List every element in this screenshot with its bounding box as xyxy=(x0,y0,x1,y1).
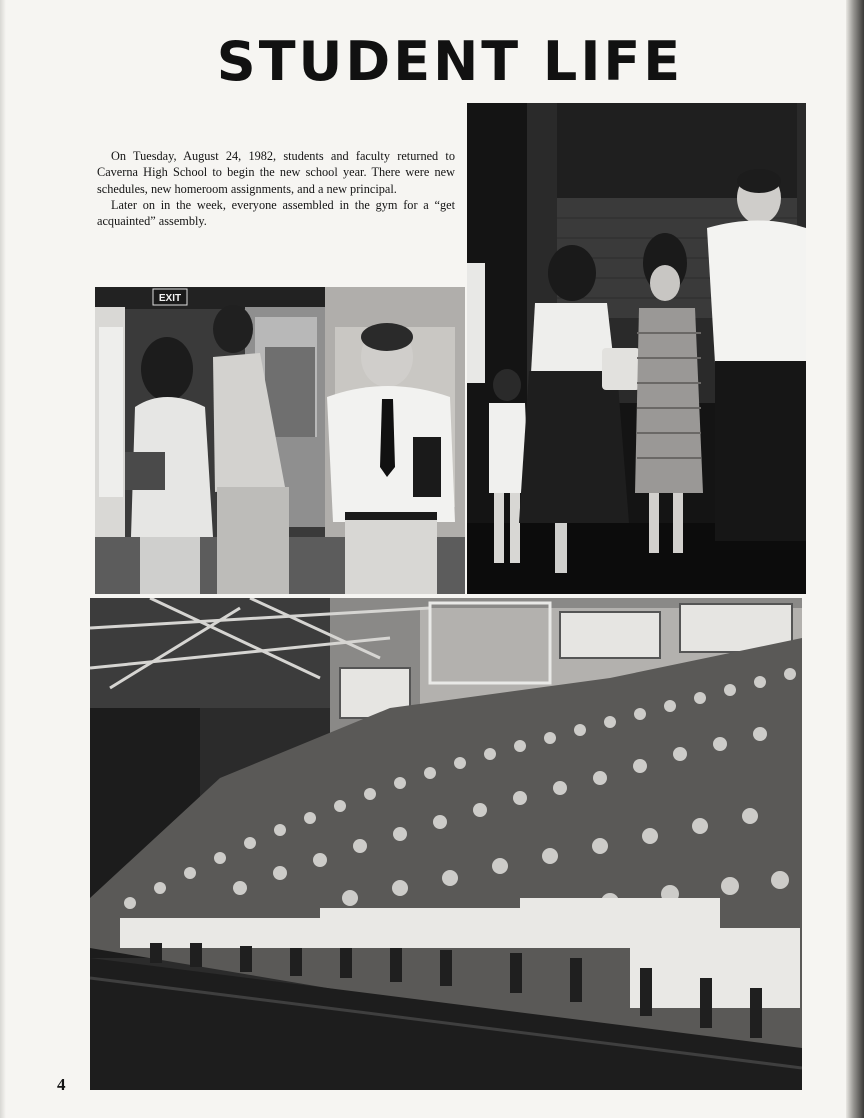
page-binding-edge xyxy=(846,0,864,1118)
intro-paragraph-1: On Tuesday, August 24, 1982, students and faculty returned to Caverna High School to begin the new school year. There were new schedules, new homeroom assignments, and a new principal. xyxy=(97,149,455,196)
intro-paragraph-2: Later on in the week, everyone assembled in the gym for a “get acquainted” assembly. xyxy=(97,197,455,229)
photo-line-waiting xyxy=(467,103,806,594)
photo-hallway-principal xyxy=(95,287,465,594)
intro-text xyxy=(97,148,455,229)
exit-sign: EXIT xyxy=(158,293,182,304)
page-left-edge xyxy=(0,0,6,1118)
photo-gym-assembly xyxy=(90,598,802,1090)
page-number: 4 xyxy=(57,1075,66,1094)
page-title: STUDENT LIFE xyxy=(216,30,684,93)
